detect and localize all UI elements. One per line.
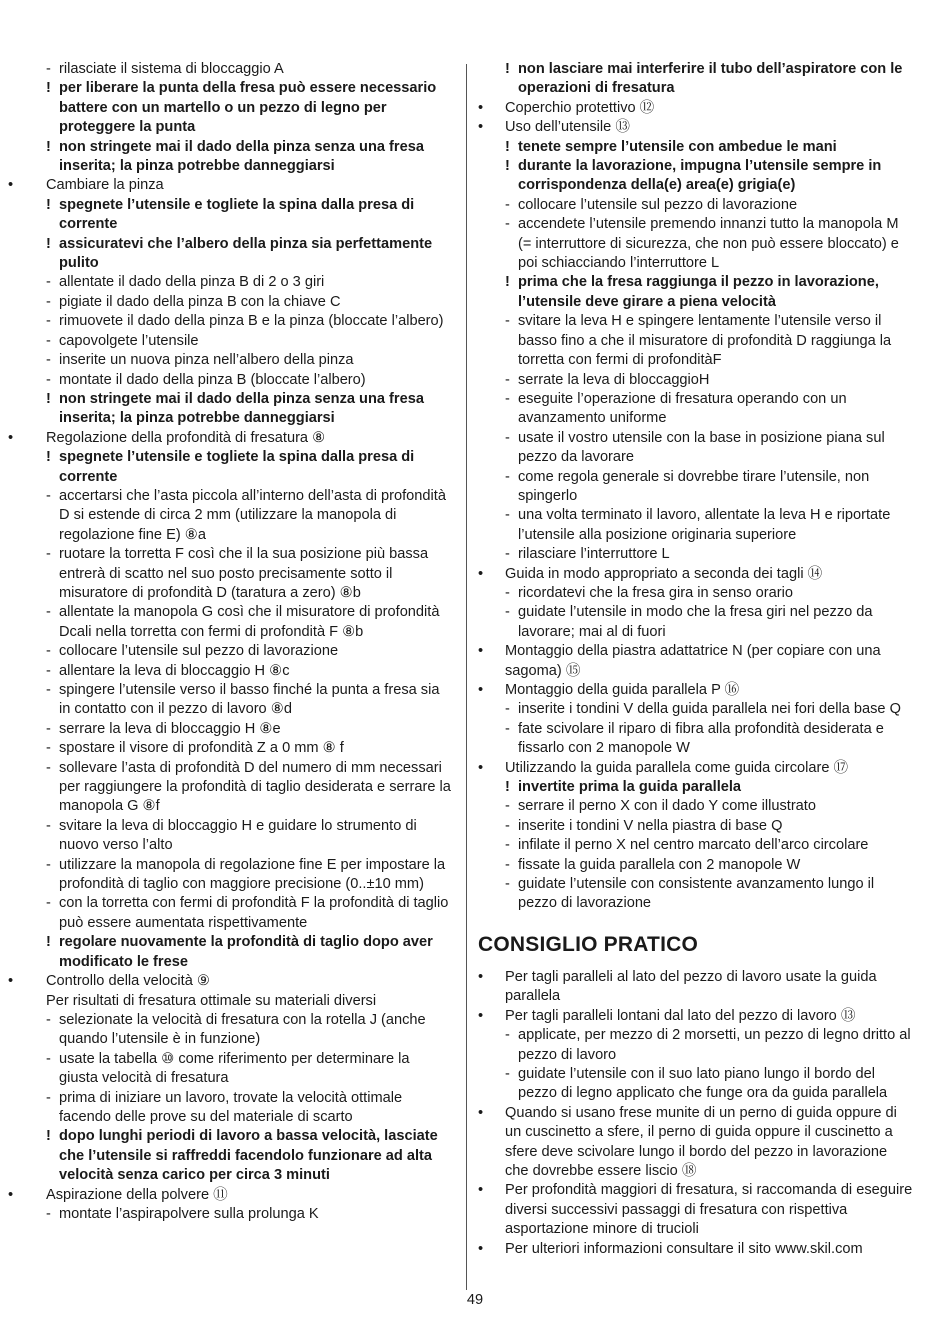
dash-marker: - [505,817,510,834]
dash-marker: - [46,604,51,621]
warning-icon: ! [46,1128,51,1145]
item-text: serrate la leva di bloccaggioH [518,371,710,388]
item-text: guidate l’utensile con il suo lato piano lungo il bordo del pezzo di legno applicato che funge ora da guida parallela [518,1065,888,1102]
item-text: inserite i tondini V nella piastra di base Q [518,817,783,834]
item-text: regolare nuovamente la profondità di taglio dopo aver modificato le frese [59,934,433,970]
item-text: spostare il visore di profondità Z a 0 mm ⑧ f [59,740,344,757]
dash-marker: - [505,837,510,854]
item-text: Quando si usano frese munite di un perno di guida oppure di un cuscinetto a sfere, il perno di guida oppure il cuscinetto a sfere deve scivolare lungo il bordo del pezzo in lavorazione che dovrebbe essere liscio ⑱ [505,1104,897,1179]
warning-item [505,778,913,797]
page-number: 49 [466,1292,484,1308]
item-text: fissate la guida parallela con 2 manopole W [518,856,801,873]
dash-item [46,759,452,817]
item-text: allentate la manopola G così che il misuratore di profondità Dcali nella torretta con fermi di profondità F ⑧b [59,604,440,640]
dash-marker: - [505,856,510,873]
dash-marker: - [46,1089,51,1106]
warning-icon: ! [505,158,510,175]
dash-item [46,1205,452,1224]
dash-item [46,1050,452,1089]
dash-item [46,293,452,312]
item-text: applicate, per mezzo di 2 morsetti, un pezzo di legno dritto al pezzo di lavoro [518,1027,911,1063]
dash-marker: - [46,1011,51,1028]
bullet-item [478,681,913,700]
item-text: inserite i tondini V della guida parallela nei fori della base Q [518,701,901,718]
item-text: Guida in modo appropriato a seconda dei tagli ⑭ [505,565,823,582]
dash-marker: - [46,352,51,369]
warning-item [46,390,452,429]
item-text: Per risultati di fresatura ottimale su materiali diversi [46,992,377,1009]
dash-marker: - [505,196,510,213]
item-text: eseguite l’operazione di fresatura operando con un avanzamento uniforme [518,390,847,427]
bullet-item [8,176,452,195]
dash-marker: - [505,507,510,524]
warning-item [505,273,913,312]
dash-marker: - [505,1027,510,1044]
dash-marker: - [505,371,510,388]
warning-icon: ! [46,390,51,407]
item-text: capovolgete l’utensile [59,332,199,349]
dash-item [505,468,913,507]
bullet-marker: • [478,119,484,136]
dash-marker: - [46,817,51,834]
dash-marker: - [505,216,510,233]
warning-item [46,79,452,137]
item-text: svitare la leva H e spingere lentamente l’utensile verso il basso fino a che il misuratore di profondità D raggiunga la torretta con fermi di profonditàF [518,313,892,369]
item-text: Per ulteriori informazioni consultare il sito www.skil.com [505,1240,863,1257]
dash-marker: - [46,1050,51,1067]
dash-item [46,351,452,370]
item-text: collocare l’utensile sul pezzo di lavorazione [59,643,339,660]
item-text: sollevare l’asta di profondità D del numero di mm necessari per raggiungere la profondità di taglio desiderata e serrare la manopola G ⑧f [59,759,451,815]
warning-icon: ! [46,934,51,951]
item-text: usate la tabella ⑩ come riferimento per determinare la giusta velocità di fresatura [59,1050,410,1087]
dash-marker: - [46,759,51,776]
dash-marker: - [505,1065,510,1082]
item-text: spegnete l’utensile e togliete la spina dalla presa di corrente [59,196,415,233]
item-text: per liberare la punta della fresa può essere necessario battere con un martello o un pezzo di legno per proteggere la punta [59,80,437,136]
item-text: svitare la leva di bloccaggio H e guidare lo strumento di nuovo verso l’alto [59,817,417,854]
dash-marker: - [46,61,51,77]
bullet-item [478,99,913,118]
bullet-item [478,1104,913,1182]
bullet-marker: • [478,1240,484,1257]
bullet-marker: • [478,565,484,582]
left-column [8,60,452,1224]
dash-item [505,1065,913,1104]
item-text: non stringete mai il dado della pinza senza una fresa inserita; la pinza potrebbe danneggiarsi [59,390,424,427]
item-text: accendete l’utensile premendo innanzi tutto la manopola M (= interruttore di sicurezza, che non può essere bloccato) e poi schiacciando l’interruttore L [518,216,899,272]
bullet-marker: • [8,973,14,990]
bullet-marker: • [478,682,484,698]
bullet-item [8,429,452,448]
item-text: inserite un nuova pinza nell’albero della pinza [59,352,354,369]
dash-item [46,720,452,739]
warning-icon: ! [46,138,51,155]
dash-marker: - [46,682,51,698]
dash-item [505,429,913,468]
dash-item [46,60,452,79]
dash-marker: - [46,662,51,679]
item-text: spegnete l’utensile e togliete la spina dalla presa di corrente [59,449,415,485]
item-text: rilasciare l’interruttore L [518,546,670,563]
dash-marker: - [505,701,510,718]
item-text: utilizzare la manopola di regolazione fine E per impostare la profondità di taglio con maggiore precisione (0..±10 mm) [59,856,446,893]
bullet-marker: • [478,99,484,116]
dash-marker: - [505,468,510,485]
dash-marker: - [46,313,51,330]
dash-marker: - [46,546,51,563]
item-text: infilate il perno X nel centro marcato dell’arco circolare [518,837,869,854]
bullet-item [478,1007,913,1026]
warning-icon: ! [505,779,510,796]
dash-item [46,642,452,661]
item-text: Montaggio della guida parallela P ⑯ [505,682,740,698]
item-text: rilasciate il sistema di bloccaggio A [59,61,284,77]
warning-icon: ! [46,196,51,213]
warning-icon: ! [46,235,51,252]
dash-marker: - [505,390,510,407]
item-text: una volta terminato il lavoro, allentate la leva H e riportate l’utensile alla posizione originaria superiore [518,507,891,543]
item-text: Per tagli paralleli al lato del pezzo di lavoro usate la guida parallela [505,968,877,1005]
item-text: Montaggio della piastra adattatrice N (per copiare con una sagoma) ⑮ [505,643,881,679]
bullet-item [478,1181,913,1239]
dash-marker: - [505,313,510,330]
bullet-marker: • [8,177,14,194]
item-text: Utilizzando la guida parallela come guida circolare ⑰ [505,759,849,776]
warning-item [46,1127,452,1185]
dash-item [505,875,913,914]
dash-item [46,371,452,390]
section-heading: CONSIGLIO PRATICO [478,932,699,956]
dash-marker: - [46,643,51,660]
dash-item [46,739,452,758]
item-text: Per tagli paralleli lontani dal lato del pezzo di lavoro ⑬ [505,1007,856,1024]
bullet-marker: • [478,1104,484,1121]
dash-item [505,584,913,603]
right-column [478,60,913,1259]
item-text: non lasciare mai interferire il tubo dell’aspiratore con le operazioni di fresatura [518,61,903,97]
item-text: montate l’aspirapolvere sulla prolunga K [59,1205,319,1222]
item-text: Aspirazione della polvere ⑪ [46,1186,228,1203]
item-text: Regolazione della profondità di fresatura ⑧ [46,429,326,446]
item-text: ricordatevi che la fresa gira in senso orario [518,584,793,601]
dash-item [505,371,913,390]
item-text: durante la lavorazione, impugna l’utensile sempre in corrispondenza della(e) area(e) grigia(e) [518,158,882,194]
bullet-item [478,642,913,681]
item-text: pigiate il dado della pinza B con la chiave C [59,293,341,310]
item-text: non stringete mai il dado della pinza senza una fresa inserita; la pinza potrebbe danneggiarsi [59,138,424,175]
dash-item [505,1026,913,1065]
warning-icon: ! [505,274,510,291]
item-text: prima di iniziare un lavoro, trovate la velocità ottimale facendo delle prove su del materiale di scarto [59,1089,403,1125]
item-text: serrare il perno X con il dado Y come illustrato [518,798,816,815]
bullet-marker: • [8,429,14,446]
dash-item [505,312,913,370]
bullet-marker: • [8,1186,14,1203]
bullet-marker: • [478,643,484,660]
dash-item [46,487,452,545]
bullet-item [478,565,913,584]
dash-marker: - [505,798,510,815]
warning-item [46,235,452,274]
item-text: spingere l’utensile verso il basso finché la punta a fresa sia in contatto con il pezzo di lavoro ⑧d [59,682,440,718]
bullet-item [8,1186,452,1205]
item-text: Cambiare la pinza [46,177,164,194]
dash-item [46,603,452,642]
item-text: rimuovete il dado della pinza B e la pinza (bloccate l’albero) [59,313,444,330]
item-text: serrare la leva di bloccaggio H ⑧e [59,720,281,737]
dash-item [505,817,913,836]
dash-marker: - [46,332,51,349]
dash-item [505,797,913,816]
dash-marker: - [46,274,51,291]
dash-item [46,662,452,681]
warning-item [46,448,452,487]
dash-marker: - [46,293,51,310]
item-text: fate scivolare il riparo di fibra alla profondità desiderata e fissarlo con 2 manopole W [518,720,884,757]
dash-item [505,390,913,429]
warning-item [505,157,913,196]
dash-item [46,1089,452,1128]
dash-marker: - [46,720,51,737]
dash-item [46,312,452,331]
warning-item [46,138,452,177]
item-text: ruotare la torretta F così che il la sua posizione più bassa entrerà di scatto nel suo posto precisamente sotto il misuratore di profondità D (taratura a zero) ⑧b [59,546,429,601]
dash-marker: - [46,487,51,504]
bullet-item [478,118,913,137]
item-text: selezionate la velocità di fresatura con la rotella J (anche quando l’utensile è in funzione) [59,1011,426,1048]
dash-item [505,720,913,759]
paragraph [46,992,452,1011]
dash-item [46,1011,452,1050]
item-text: allentate il dado della pinza B di 2 o 3 giri [59,274,325,291]
dash-item [46,332,452,351]
item-text: guidate l’utensile con consistente avanzamento lungo il pezzo di lavorazione [518,876,875,912]
warning-icon: ! [46,80,51,97]
column-divider [466,64,467,1290]
item-text: Uso dell’utensile ⑬ [505,119,630,136]
item-text: Controllo della velocità ⑨ [46,973,210,990]
item-text: accertarsi che l’asta piccola all’interno dell’asta di profondità D si estende di circa 2 mm (utilizzare la manopola di regolazione fine E) ⑧a [59,487,446,543]
dash-marker: - [505,720,510,737]
item-text: Per profondità maggiori di fresatura, si raccomanda di eseguire diversi successivi passaggi di fresatura con rispettiva asportazione minore di trucioli [505,1182,913,1238]
bullet-item [478,759,913,778]
dash-item [46,545,452,603]
dash-marker: - [505,584,510,601]
warning-item [46,933,452,972]
dash-item [505,196,913,215]
warning-icon: ! [46,449,51,466]
dash-item [505,856,913,875]
dash-item [505,506,913,545]
dash-marker: - [46,740,51,757]
dash-marker: - [505,876,510,893]
warning-icon: ! [505,61,510,77]
dash-item [505,603,913,642]
dash-item [46,817,452,856]
bullet-marker: • [478,1007,484,1024]
dash-marker: - [46,1205,51,1222]
item-text: montate il dado della pinza B (bloccate l’albero) [59,371,366,388]
dash-item [505,700,913,719]
bullet-item [8,972,452,991]
bullet-item [478,968,913,1007]
bullet-marker: • [478,968,484,985]
bullet-marker: • [478,1182,484,1199]
item-text: invertite prima la guida parallela [518,779,742,796]
dash-item [46,681,452,720]
item-text: assicuratevi che l’albero della pinza sia perfettamente pulito [59,235,433,272]
dash-marker: - [46,895,51,912]
warning-item [46,196,452,235]
item-text: guidate l’utensile in modo che la fresa giri nel pezzo da lavorare; mai al di fuori [518,604,873,640]
dash-item [46,856,452,895]
item-text: tenete sempre l’utensile con ambedue le mani [518,138,837,155]
warning-icon: ! [505,138,510,155]
dash-marker: - [505,546,510,563]
warning-item [505,60,913,99]
warning-item [505,138,913,157]
item-text: dopo lunghi periodi di lavoro a bassa velocità, lasciate che l’utensile si raffreddi facendolo funzionare ad alta velocità senza carico per circa 3 minuti [59,1128,438,1184]
dash-marker: - [505,604,510,621]
item-text: Coperchio protettivo ⑫ [505,99,655,116]
item-text: come regola generale si dovrebbe tirare l’utensile, non spingerlo [518,468,870,504]
dash-item [46,894,452,933]
dash-marker: - [505,429,510,446]
item-text: prima che la fresa raggiunga il pezzo in lavorazione, l’utensile deve girare a piena velocità [518,274,879,310]
bullet-marker: • [478,759,484,776]
dash-item [505,215,913,273]
dash-item [46,273,452,292]
dash-item [505,836,913,855]
dash-marker: - [46,371,51,388]
bullet-item [478,1240,913,1259]
item-text: collocare l’utensile sul pezzo di lavorazione [518,196,798,213]
item-text: con la torretta con fermi di profondità F la profondità di taglio può essere aumentata rispettivamente [59,895,449,931]
item-text: usate il vostro utensile con la base in posizione piana sul pezzo da lavorare [518,429,885,466]
dash-marker: - [46,856,51,873]
item-text: allentare la leva di bloccaggio H ⑧c [59,662,290,679]
dash-item [505,545,913,564]
